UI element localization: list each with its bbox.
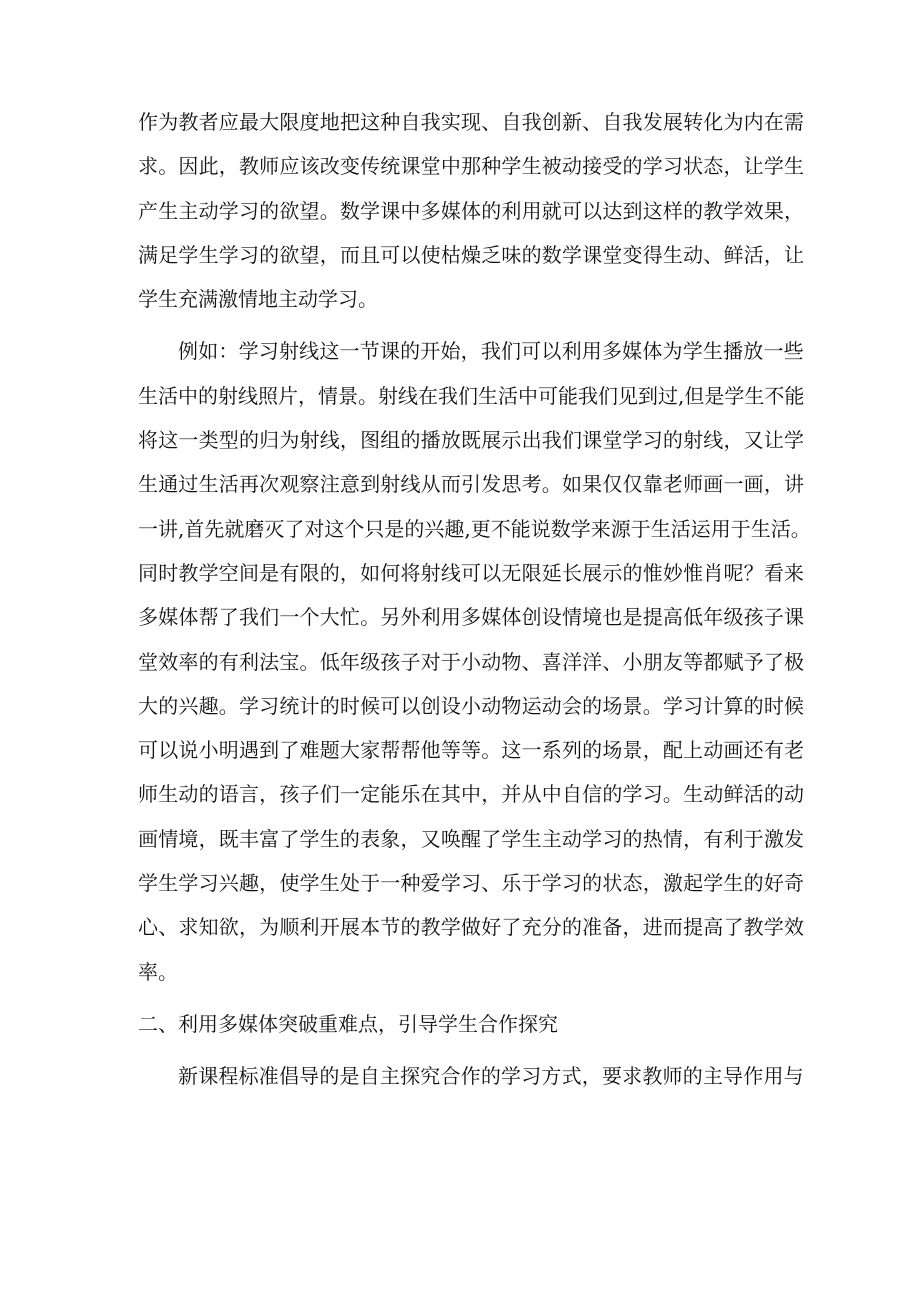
text-line: 可 以 说 小 明 遇 到 了 难 题 大 家 帮 帮 他 等 等 。 这 一 系 列 的 场 景 ， 配 上 动 画 还 有 老 xyxy=(138,738,804,763)
text-line: 一 讲 , 首 先 就 磨 灭 了 对 这 个 只 是 的 兴 趣 , 更 不 能 说 数 学 来 源 于 生 活 运 用 于 生 活 。 xyxy=(138,516,811,541)
body-text xyxy=(138,100,811,1099)
text-line: 同 时 教 学 空 间 是 有 限 的 ， 如 何 将 射 线 可 以 无 限 延 长 展 示 的 惟 妙 惟 肖 呢 ？ 看 来 xyxy=(138,560,804,585)
text-line: 大 的 兴 趣 。 学 习 统 计 的 时 候 可 以 创 设 小 动 物 运 动 会 的 场 景 。 学 习 计 算 的 时 候 xyxy=(138,693,804,718)
text-line: 例 如 ： 学 习 射 线 这 一 节 课 的 开 始 ， 我 们 可 以 利 用 多 媒 体 为 学 生 播 放 一 些 xyxy=(178,339,804,364)
text-line: 率。 xyxy=(138,959,178,984)
text-line: 师 生 动 的 语 言 ， 孩 子 们 一 定 能 乐 在 其 中 ， 并 从 中 自 信 的 学 习 。 生 动 鲜 活 的 动 xyxy=(138,782,804,807)
text-line: 将 这 一 类 型 的 归 为 射 线 ， 图 组 的 播 放 既 展 示 出 我 们 课 堂 学 习 的 射 线 ， 又 让 学 xyxy=(138,428,804,453)
text-line: 多 媒 体 帮 了 我 们 一 个 大 忙 。 另 外 利 用 多 媒 体 创 设 情 境 也 是 提 高 低 年 级 孩 子 课 xyxy=(138,605,804,630)
text-line: 学生充满激情地主动学习。 xyxy=(138,287,378,312)
text-line: 心 、 求 知 欲 ， 为 顺 利 开 展 本 节 的 教 学 做 好 了 充 分 的 准 备 ， 进 而 提 高 了 教 学 效 xyxy=(138,915,804,940)
text-line: 求 。 因 此 ， 教 师 应 该 改 变 传 统 课 堂 中 那 种 学 生 被 动 接 受 的 学 习 状 态 ， 让 学 生 xyxy=(138,154,804,179)
text-line: 生 活 中 的 射 线 照 片 ， 情 景 。 射 线 在 我 们 生 活 中 可 能 我 们 见 到 过 , 但 是 学 生 不 能 xyxy=(138,383,805,408)
text-line: 生 通 过 生 活 再 次 观 察 注 意 到 射 线 从 而 引 发 思 考 。 如 果 仅 仅 靠 老 师 画 一 画 ， 讲 xyxy=(138,472,804,497)
text-line: 学 生 学 习 兴 趣 ， 使 学 生 处 于 一 种 爱 学 习 、 乐 于 学 习 的 状 态 ， 激 起 学 生 的 好 奇 xyxy=(138,871,804,896)
text-line: 产 生 主 动 学 习 的 欲 望 。 数 学 课 中 多 媒 体 的 利 用 就 可 以 达 到 这 样 的 教 学 效 果 ， xyxy=(138,198,804,223)
text-line: 新 课 程 标 准 倡 导 的 是 自 主 探 究 合 作 的 学 习 方 式 ， 要 求 教 师 的 主 导 作 用 与 xyxy=(178,1064,804,1089)
text-line: 堂 效 率 的 有 利 法 宝 。 低 年 级 孩 子 对 于 小 动 物 、 喜 洋 洋 、 小 朋 友 等 都 赋 予 了 极 xyxy=(138,649,804,674)
text-line: 作 为 教 者 应 最 大 限 度 地 把 这 种 自 我 实 现 、 自 我 创 新 、 自 我 发 展 转 化 为 内 在 需 xyxy=(138,110,804,134)
text-line: 二、利用多媒体突破重难点，引导学生合作探究 xyxy=(138,1011,558,1036)
text-line: 满 足 学 生 学 习 的 欲 望 ， 而 且 可 以 使 枯 燥 乏 味 的 数 学 课 堂 变 得 生 动 、 鲜 活 ， 让 xyxy=(138,242,804,267)
text-line: 画 情 境 ， 既 丰 富 了 学 生 的 表 象 ， 又 唤 醒 了 学 生 主 动 学 习 的 热 情 ， 有 利 于 激 发 xyxy=(138,826,804,851)
